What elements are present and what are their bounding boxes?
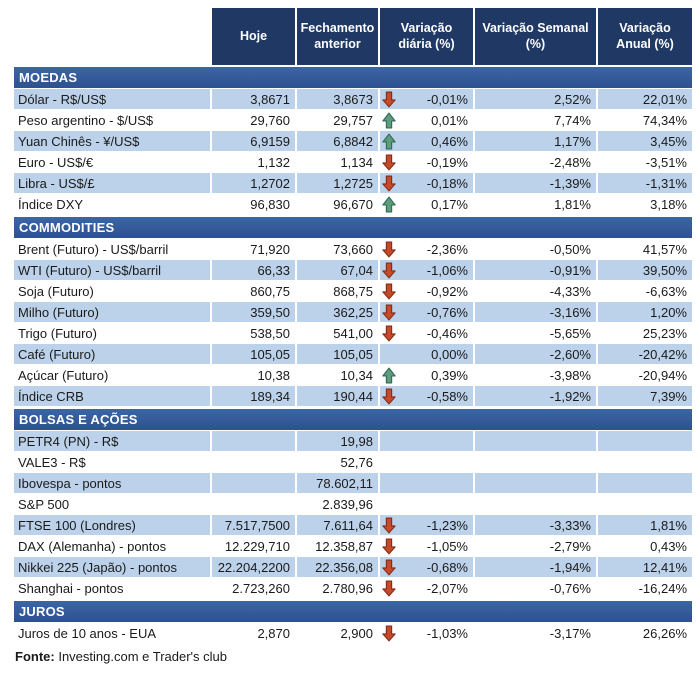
row-label: Índice CRB bbox=[14, 386, 210, 406]
arrow-up-icon bbox=[381, 366, 396, 384]
col-header-variacao-semanal: Variação Semanal (%) bbox=[473, 8, 596, 65]
row-label: Yuan Chinês - ¥/US$ bbox=[14, 131, 210, 151]
source-label: Fonte: bbox=[15, 649, 55, 664]
cell-fechamento-anterior: 1,2725 bbox=[295, 173, 378, 193]
cell-fechamento-anterior: 6,8842 bbox=[295, 131, 378, 151]
cell-variacao-anual: 12,41% bbox=[596, 557, 692, 577]
arrow-down-icon bbox=[381, 282, 396, 300]
table-row bbox=[14, 239, 692, 260]
cell-variacao-anual: -16,24% bbox=[596, 578, 692, 598]
cell-variacao-semanal: -1,92% bbox=[473, 386, 596, 406]
variacao-diaria-value: -0,19% bbox=[426, 154, 468, 170]
arrow-down-icon bbox=[381, 558, 396, 576]
cell-hoje bbox=[210, 431, 295, 451]
cell-variacao-anual bbox=[596, 473, 692, 493]
cell-hoje: 105,05 bbox=[210, 344, 295, 364]
cell-hoje: 12.229,710 bbox=[210, 536, 295, 556]
cell-variacao-semanal: -0,50% bbox=[473, 239, 596, 259]
row-label: Juros de 10 anos - EUA bbox=[18, 625, 157, 641]
variacao-diaria-value: -0,92% bbox=[426, 283, 468, 299]
table-row bbox=[14, 110, 692, 131]
row-label: S&P 500 bbox=[18, 496, 70, 512]
variacao-diaria-value: 0,46% bbox=[431, 133, 468, 149]
cell-variacao-anual: 25,23% bbox=[596, 323, 692, 343]
cell-fechamento-anterior: 78.602,11 bbox=[295, 473, 378, 493]
table-row bbox=[14, 89, 692, 110]
table-row bbox=[14, 302, 692, 323]
cell-variacao-anual: 0,43% bbox=[596, 536, 692, 556]
source-note bbox=[14, 649, 692, 664]
table-row bbox=[14, 323, 692, 344]
variacao-diaria-value: -0,58% bbox=[426, 388, 468, 404]
row-label: PETR4 (PN) - R$ bbox=[14, 431, 210, 451]
cell-variacao-diaria bbox=[378, 365, 473, 385]
row-label: Ibovespa - pontos bbox=[14, 473, 210, 493]
table-row bbox=[14, 557, 692, 578]
row-label: Milho (Futuro) bbox=[14, 302, 210, 322]
cell-variacao-diaria bbox=[378, 494, 473, 514]
cell-hoje: 66,33 bbox=[210, 260, 295, 280]
cell-variacao-diaria bbox=[378, 386, 473, 406]
cell-variacao-semanal: 1,17% bbox=[473, 131, 596, 151]
table-row bbox=[14, 494, 692, 515]
variacao-diaria-value: -2,07% bbox=[426, 580, 468, 596]
row-label: Peso argentino - $/US$ bbox=[18, 112, 154, 128]
cell-variacao-anual bbox=[596, 494, 692, 514]
cell-variacao-semanal: -5,65% bbox=[473, 323, 596, 343]
row-label: Euro - US$/€ bbox=[18, 154, 94, 170]
variacao-diaria-value: 0,17% bbox=[431, 196, 468, 212]
cell-fechamento-anterior: 52,76 bbox=[295, 452, 378, 472]
cell-variacao-semanal: 7,74% bbox=[473, 110, 596, 130]
section-header: COMMODITIES bbox=[14, 217, 692, 239]
variacao-diaria-value: 0,00% bbox=[431, 346, 468, 362]
cell-hoje: 29,760 bbox=[210, 110, 295, 130]
cell-fechamento-anterior: 2.780,96 bbox=[295, 578, 378, 598]
cell-variacao-diaria bbox=[378, 89, 473, 109]
cell-fechamento-anterior: 67,04 bbox=[295, 260, 378, 280]
cell-hoje: 10,38 bbox=[210, 365, 295, 385]
table-row bbox=[14, 344, 692, 365]
cell-variacao-semanal: 1,81% bbox=[473, 194, 596, 214]
arrow-down-icon bbox=[381, 90, 396, 108]
variacao-diaria-value: 0,01% bbox=[431, 112, 468, 128]
table-row bbox=[14, 152, 692, 173]
cell-variacao-diaria bbox=[378, 302, 473, 322]
cell-variacao-semanal: -3,98% bbox=[473, 365, 596, 385]
section-header: MOEDAS bbox=[14, 67, 692, 89]
row-label: Brent (Futuro) - US$/barril bbox=[18, 241, 169, 257]
cell-variacao-semanal: -0,91% bbox=[473, 260, 596, 280]
cell-hoje bbox=[210, 452, 295, 472]
cell-hoje bbox=[210, 494, 295, 514]
cell-variacao-semanal: -3,33% bbox=[473, 515, 596, 535]
arrow-down-icon bbox=[381, 324, 396, 342]
variacao-diaria-value: -1,23% bbox=[426, 517, 468, 533]
table-row bbox=[14, 578, 692, 599]
row-label: WTI (Futuro) - US$/barril bbox=[14, 260, 210, 280]
cell-variacao-anual: 22,01% bbox=[596, 89, 692, 109]
section-header: BOLSAS E AÇÕES bbox=[14, 409, 692, 431]
table-row bbox=[14, 131, 692, 152]
cell-fechamento-anterior: 1,134 bbox=[295, 152, 378, 172]
cell-variacao-semanal bbox=[473, 494, 596, 514]
variacao-diaria-value: -0,18% bbox=[426, 175, 468, 191]
cell-variacao-diaria bbox=[378, 173, 473, 193]
row-label: Café (Futuro) bbox=[14, 344, 210, 364]
cell-variacao-anual: 41,57% bbox=[596, 239, 692, 259]
variacao-diaria-value: 0,39% bbox=[431, 367, 468, 383]
cell-fechamento-anterior: 10,34 bbox=[295, 365, 378, 385]
cell-variacao-diaria bbox=[378, 194, 473, 214]
row-label: Dólar - R$/US$ bbox=[14, 89, 210, 109]
cell-variacao-diaria bbox=[378, 239, 473, 259]
cell-hoje: 22.204,2200 bbox=[210, 557, 295, 577]
table-row bbox=[14, 536, 692, 557]
cell-variacao-semanal: -3,16% bbox=[473, 302, 596, 322]
arrow-down-icon bbox=[381, 303, 396, 321]
table-row bbox=[14, 386, 692, 407]
arrow-down-icon bbox=[381, 516, 396, 534]
row-label: DAX (Alemanha) - pontos bbox=[18, 538, 167, 554]
cell-variacao-diaria bbox=[378, 260, 473, 280]
cell-hoje bbox=[210, 473, 295, 493]
cell-hoje: 7.517,7500 bbox=[210, 515, 295, 535]
cell-fechamento-anterior: 7.611,64 bbox=[295, 515, 378, 535]
cell-variacao-semanal: -4,33% bbox=[473, 281, 596, 301]
cell-fechamento-anterior: 868,75 bbox=[295, 281, 378, 301]
cell-fechamento-anterior: 22.356,08 bbox=[295, 557, 378, 577]
variacao-diaria-value: -1,06% bbox=[426, 262, 468, 278]
cell-fechamento-anterior: 2,900 bbox=[295, 623, 378, 643]
cell-variacao-diaria bbox=[378, 578, 473, 598]
cell-variacao-diaria bbox=[378, 431, 473, 451]
table-row bbox=[14, 173, 692, 194]
cell-hoje: 538,50 bbox=[210, 323, 295, 343]
cell-variacao-anual: -1,31% bbox=[596, 173, 692, 193]
cell-variacao-semanal bbox=[473, 473, 596, 493]
cell-hoje: 1,2702 bbox=[210, 173, 295, 193]
cell-variacao-anual: 3,18% bbox=[596, 194, 692, 214]
cell-fechamento-anterior: 2.839,96 bbox=[295, 494, 378, 514]
cell-fechamento-anterior: 19,98 bbox=[295, 431, 378, 451]
arrow-placeholder bbox=[381, 432, 396, 450]
variacao-diaria-value: -0,76% bbox=[426, 304, 468, 320]
col-header-hoje: Hoje bbox=[210, 8, 295, 65]
table-row bbox=[14, 431, 692, 452]
table-row bbox=[14, 452, 692, 473]
cell-variacao-anual bbox=[596, 452, 692, 472]
table-row bbox=[14, 365, 692, 386]
cell-variacao-semanal: -0,76% bbox=[473, 578, 596, 598]
cell-hoje: 1,132 bbox=[210, 152, 295, 172]
cell-variacao-semanal bbox=[473, 452, 596, 472]
arrow-down-icon bbox=[381, 240, 396, 258]
cell-variacao-anual: -6,63% bbox=[596, 281, 692, 301]
cell-variacao-diaria bbox=[378, 623, 473, 643]
cell-hoje: 359,50 bbox=[210, 302, 295, 322]
cell-variacao-anual: -20,94% bbox=[596, 365, 692, 385]
cell-fechamento-anterior: 362,25 bbox=[295, 302, 378, 322]
cell-hoje: 6,9159 bbox=[210, 131, 295, 151]
cell-variacao-diaria bbox=[378, 131, 473, 151]
table-row bbox=[14, 281, 692, 302]
cell-fechamento-anterior: 12.358,87 bbox=[295, 536, 378, 556]
cell-variacao-anual: -20,42% bbox=[596, 344, 692, 364]
row-label: Açúcar (Futuro) bbox=[18, 367, 109, 383]
cell-variacao-diaria bbox=[378, 110, 473, 130]
cell-variacao-anual: 74,34% bbox=[596, 110, 692, 130]
col-header-variacao-anual: Variação Anual (%) bbox=[596, 8, 692, 65]
table-body bbox=[14, 67, 692, 644]
cell-variacao-diaria bbox=[378, 515, 473, 535]
cell-variacao-anual: 7,39% bbox=[596, 386, 692, 406]
cell-variacao-semanal bbox=[473, 431, 596, 451]
variacao-diaria-value: -1,05% bbox=[426, 538, 468, 554]
arrow-down-icon bbox=[381, 174, 396, 192]
arrow-up-icon bbox=[381, 132, 396, 150]
cell-variacao-anual: -3,51% bbox=[596, 152, 692, 172]
variacao-diaria-value: -0,01% bbox=[426, 91, 468, 107]
quotes-table bbox=[14, 8, 692, 664]
row-label: Shanghai - pontos bbox=[18, 580, 124, 596]
cell-hoje: 860,75 bbox=[210, 281, 295, 301]
table-row bbox=[14, 623, 692, 644]
table-row bbox=[14, 515, 692, 536]
cell-variacao-semanal: -2,48% bbox=[473, 152, 596, 172]
cell-fechamento-anterior: 73,660 bbox=[295, 239, 378, 259]
arrow-placeholder bbox=[381, 495, 396, 513]
cell-variacao-semanal: -2,79% bbox=[473, 536, 596, 556]
cell-hoje: 189,34 bbox=[210, 386, 295, 406]
variacao-diaria-value: -2,36% bbox=[426, 241, 468, 257]
cell-variacao-anual: 3,45% bbox=[596, 131, 692, 151]
arrow-placeholder bbox=[381, 474, 396, 492]
arrow-down-icon bbox=[381, 261, 396, 279]
cell-hoje: 3,8671 bbox=[210, 89, 295, 109]
cell-variacao-diaria bbox=[378, 536, 473, 556]
cell-fechamento-anterior: 3,8673 bbox=[295, 89, 378, 109]
cell-variacao-diaria bbox=[378, 152, 473, 172]
cell-variacao-anual: 39,50% bbox=[596, 260, 692, 280]
arrow-up-icon bbox=[381, 111, 396, 129]
cell-hoje: 96,830 bbox=[210, 194, 295, 214]
arrow-up-icon bbox=[381, 195, 396, 213]
row-label: Soja (Futuro) bbox=[18, 283, 94, 299]
section-header: JUROS bbox=[14, 601, 692, 623]
cell-variacao-semanal: -2,60% bbox=[473, 344, 596, 364]
cell-variacao-diaria bbox=[378, 452, 473, 472]
variacao-diaria-value: -0,68% bbox=[426, 559, 468, 575]
cell-fechamento-anterior: 96,670 bbox=[295, 194, 378, 214]
cell-variacao-semanal: -1,39% bbox=[473, 173, 596, 193]
cell-fechamento-anterior: 105,05 bbox=[295, 344, 378, 364]
table-header-row bbox=[14, 8, 692, 65]
col-header-fechamento: Fechamento anterior bbox=[295, 8, 378, 65]
row-label: Libra - US$/£ bbox=[14, 173, 210, 193]
cell-variacao-diaria bbox=[378, 281, 473, 301]
table-row bbox=[14, 473, 692, 494]
arrow-down-icon bbox=[381, 387, 396, 405]
arrow-placeholder bbox=[381, 453, 396, 471]
cell-variacao-semanal: 2,52% bbox=[473, 89, 596, 109]
row-label: FTSE 100 (Londres) bbox=[14, 515, 210, 535]
cell-variacao-diaria bbox=[378, 557, 473, 577]
arrow-down-icon bbox=[381, 153, 396, 171]
variacao-diaria-value: -1,03% bbox=[426, 625, 468, 641]
row-label: Índice DXY bbox=[18, 196, 84, 212]
header-spacer bbox=[14, 8, 210, 65]
cell-variacao-semanal: -1,94% bbox=[473, 557, 596, 577]
cell-fechamento-anterior: 190,44 bbox=[295, 386, 378, 406]
cell-variacao-diaria bbox=[378, 344, 473, 364]
variacao-diaria-value: -0,46% bbox=[426, 325, 468, 341]
arrow-placeholder bbox=[381, 345, 396, 363]
cell-fechamento-anterior: 541,00 bbox=[295, 323, 378, 343]
cell-variacao-diaria bbox=[378, 323, 473, 343]
arrow-down-icon bbox=[381, 537, 396, 555]
row-label: Nikkei 225 (Japão) - pontos bbox=[14, 557, 210, 577]
cell-variacao-semanal: -3,17% bbox=[473, 623, 596, 643]
cell-hoje: 2.723,260 bbox=[210, 578, 295, 598]
table-row bbox=[14, 260, 692, 281]
cell-variacao-anual: 26,26% bbox=[596, 623, 692, 643]
arrow-down-icon bbox=[381, 624, 396, 642]
row-label: Trigo (Futuro) bbox=[18, 325, 97, 341]
cell-variacao-diaria bbox=[378, 473, 473, 493]
source-text: Investing.com e Trader's club bbox=[54, 649, 228, 664]
cell-hoje: 71,920 bbox=[210, 239, 295, 259]
cell-hoje: 2,870 bbox=[210, 623, 295, 643]
cell-variacao-anual: 1,81% bbox=[596, 515, 692, 535]
cell-variacao-anual: 1,20% bbox=[596, 302, 692, 322]
cell-fechamento-anterior: 29,757 bbox=[295, 110, 378, 130]
arrow-down-icon bbox=[381, 579, 396, 597]
col-header-variacao-diaria: Variação diária (%) bbox=[378, 8, 473, 65]
table-row bbox=[14, 194, 692, 215]
row-label: VALE3 - R$ bbox=[18, 454, 86, 470]
cell-variacao-anual bbox=[596, 431, 692, 451]
